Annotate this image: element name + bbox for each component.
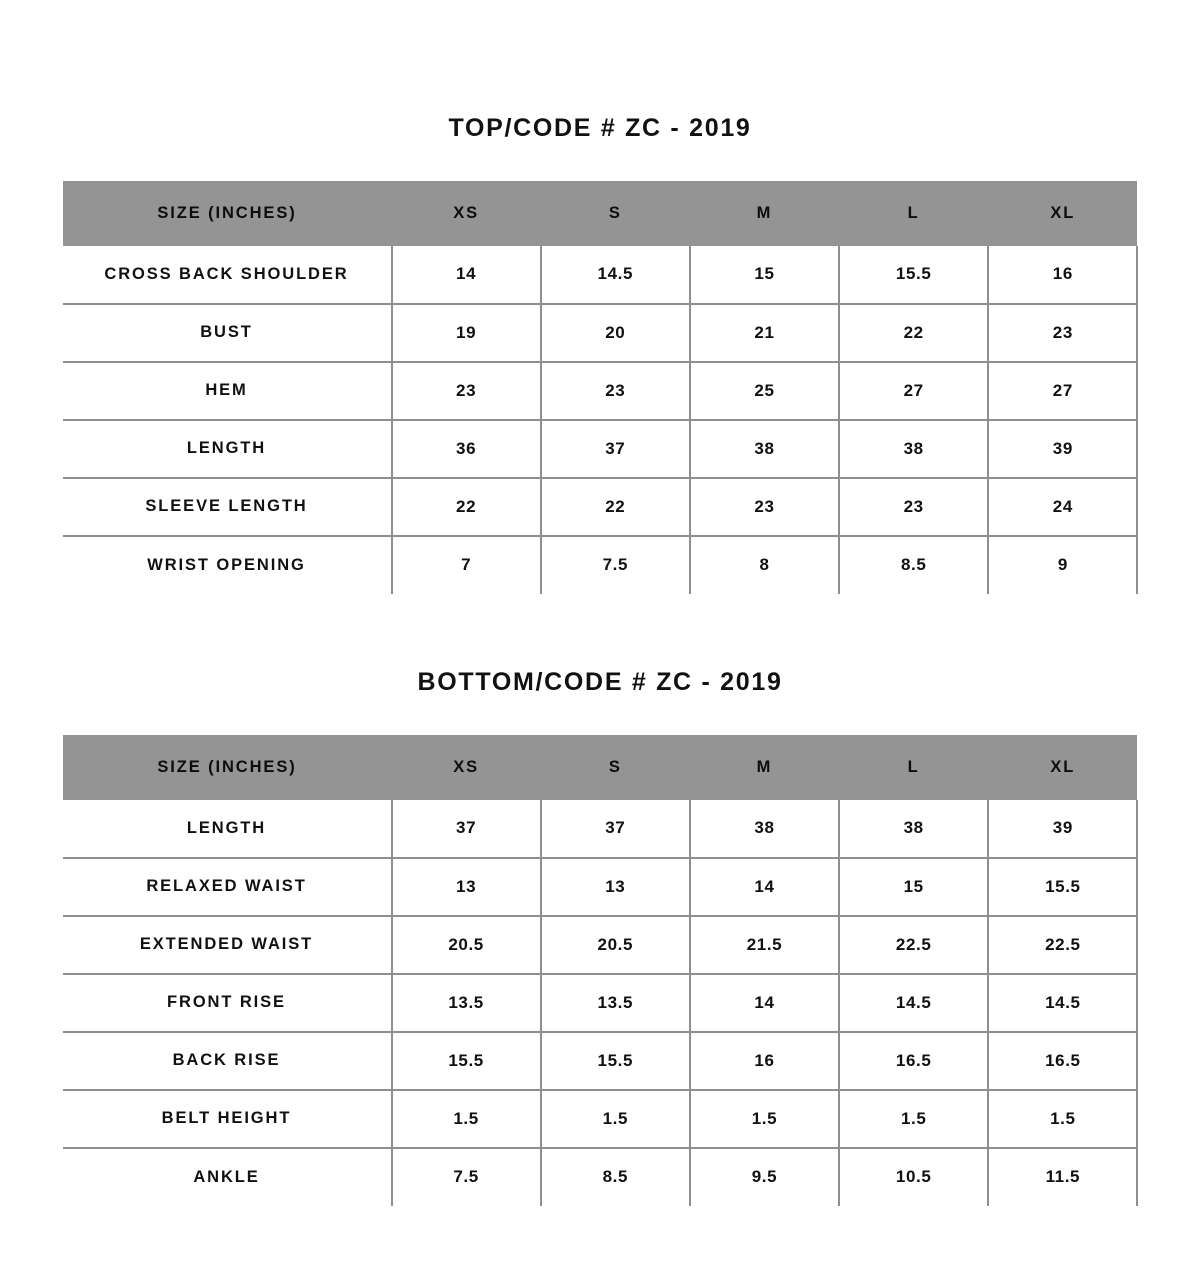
row-label: RELAXED WAIST xyxy=(63,858,392,916)
table-row xyxy=(63,974,1138,1032)
cell-value: 7 xyxy=(392,536,541,594)
table-row xyxy=(63,362,1138,420)
bottom-header-xs: XS xyxy=(392,735,541,800)
table-row xyxy=(63,304,1138,362)
cell-value: 21 xyxy=(690,304,839,362)
row-label: BACK RISE xyxy=(63,1032,392,1090)
cell-value: 15 xyxy=(839,858,988,916)
cell-value: 38 xyxy=(690,420,839,478)
cell-value: 23 xyxy=(690,478,839,536)
cell-value: 38 xyxy=(839,800,988,858)
bottom-header-row xyxy=(63,735,1138,800)
table-row xyxy=(63,536,1138,594)
bottom-header-s: S xyxy=(541,735,690,800)
cell-value: 9.5 xyxy=(690,1148,839,1206)
cell-value: 15.5 xyxy=(541,1032,690,1090)
top-chart-title: TOP/CODE # ZC - 2019 xyxy=(448,113,752,142)
bottom-table-body xyxy=(63,800,1138,1206)
bottom-header-l: L xyxy=(839,735,988,800)
cell-value: 38 xyxy=(839,420,988,478)
row-label: HEM xyxy=(63,362,392,420)
row-label: LENGTH xyxy=(63,420,392,478)
cell-value: 16 xyxy=(988,246,1137,304)
top-size-table-wrapper xyxy=(63,181,1138,594)
cell-value: 23 xyxy=(988,304,1137,362)
cell-value: 13.5 xyxy=(392,974,541,1032)
cell-value: 20.5 xyxy=(392,916,541,974)
bottom-size-table-wrapper xyxy=(63,735,1138,1206)
cell-value: 13.5 xyxy=(541,974,690,1032)
cell-value: 36 xyxy=(392,420,541,478)
cell-value: 14 xyxy=(392,246,541,304)
bottom-header-m: M xyxy=(690,735,839,800)
bottom-size-chart-section xyxy=(0,650,1200,1206)
cell-value: 14.5 xyxy=(839,974,988,1032)
row-label: SLEEVE LENGTH xyxy=(63,478,392,536)
row-label: BUST xyxy=(63,304,392,362)
row-label: FRONT RISE xyxy=(63,974,392,1032)
row-label: CROSS BACK SHOULDER xyxy=(63,246,392,304)
cell-value: 9 xyxy=(988,536,1137,594)
cell-value: 15.5 xyxy=(392,1032,541,1090)
table-row xyxy=(63,420,1138,478)
cell-value: 1.5 xyxy=(690,1090,839,1148)
table-row xyxy=(63,246,1138,304)
row-label: BELT HEIGHT xyxy=(63,1090,392,1148)
cell-value: 37 xyxy=(541,800,690,858)
cell-value: 16 xyxy=(690,1032,839,1090)
cell-value: 38 xyxy=(690,800,839,858)
top-header-l: L xyxy=(839,181,988,246)
table-row xyxy=(63,1090,1138,1148)
top-table-body xyxy=(63,246,1138,594)
top-header-row xyxy=(63,181,1138,246)
table-row xyxy=(63,800,1138,858)
cell-value: 10.5 xyxy=(839,1148,988,1206)
bottom-header-size-inches: SIZE (INCHES) xyxy=(63,735,392,800)
cell-value: 20.5 xyxy=(541,916,690,974)
table-row xyxy=(63,1148,1138,1206)
table-row xyxy=(63,858,1138,916)
cell-value: 14 xyxy=(690,858,839,916)
cell-value: 8.5 xyxy=(839,536,988,594)
bottom-table-head xyxy=(63,735,1138,800)
table-row xyxy=(63,916,1138,974)
top-header-size-inches: SIZE (INCHES) xyxy=(63,181,392,246)
cell-value: 16.5 xyxy=(839,1032,988,1090)
cell-value: 25 xyxy=(690,362,839,420)
cell-value: 11.5 xyxy=(988,1148,1137,1206)
cell-value: 23 xyxy=(392,362,541,420)
row-label: ANKLE xyxy=(63,1148,392,1206)
cell-value: 23 xyxy=(541,362,690,420)
cell-value: 27 xyxy=(988,362,1137,420)
cell-value: 7.5 xyxy=(541,536,690,594)
cell-value: 21.5 xyxy=(690,916,839,974)
bottom-header-xl: XL xyxy=(988,735,1137,800)
cell-value: 24 xyxy=(988,478,1137,536)
cell-value: 23 xyxy=(839,478,988,536)
row-label: LENGTH xyxy=(63,800,392,858)
top-header-m: M xyxy=(690,181,839,246)
cell-value: 7.5 xyxy=(392,1148,541,1206)
top-size-table xyxy=(63,181,1139,594)
cell-value: 22 xyxy=(392,478,541,536)
cell-value: 14 xyxy=(690,974,839,1032)
top-header-xs: XS xyxy=(392,181,541,246)
cell-value: 39 xyxy=(988,420,1137,478)
bottom-size-table xyxy=(63,735,1139,1206)
cell-value: 22 xyxy=(839,304,988,362)
cell-value: 22.5 xyxy=(839,916,988,974)
cell-value: 1.5 xyxy=(392,1090,541,1148)
cell-value: 22.5 xyxy=(988,916,1137,974)
cell-value: 1.5 xyxy=(541,1090,690,1148)
top-header-s: S xyxy=(541,181,690,246)
cell-value: 15.5 xyxy=(839,246,988,304)
cell-value: 37 xyxy=(392,800,541,858)
cell-value: 27 xyxy=(839,362,988,420)
cell-value: 14.5 xyxy=(541,246,690,304)
cell-value: 13 xyxy=(541,858,690,916)
cell-value: 19 xyxy=(392,304,541,362)
cell-value: 39 xyxy=(988,800,1137,858)
row-label: EXTENDED WAIST xyxy=(63,916,392,974)
cell-value: 16.5 xyxy=(988,1032,1137,1090)
cell-value: 8 xyxy=(690,536,839,594)
top-size-chart-section xyxy=(0,96,1200,594)
cell-value: 15 xyxy=(690,246,839,304)
top-table-head xyxy=(63,181,1138,246)
top-header-xl: XL xyxy=(988,181,1137,246)
table-row xyxy=(63,1032,1138,1090)
cell-value: 8.5 xyxy=(541,1148,690,1206)
cell-value: 13 xyxy=(392,858,541,916)
row-label: WRIST OPENING xyxy=(63,536,392,594)
bottom-chart-title: BOTTOM/CODE # ZC - 2019 xyxy=(417,667,783,696)
cell-value: 1.5 xyxy=(988,1090,1137,1148)
cell-value: 37 xyxy=(541,420,690,478)
cell-value: 22 xyxy=(541,478,690,536)
cell-value: 15.5 xyxy=(988,858,1137,916)
cell-value: 14.5 xyxy=(988,974,1137,1032)
cell-value: 1.5 xyxy=(839,1090,988,1148)
cell-value: 20 xyxy=(541,304,690,362)
table-row xyxy=(63,478,1138,536)
